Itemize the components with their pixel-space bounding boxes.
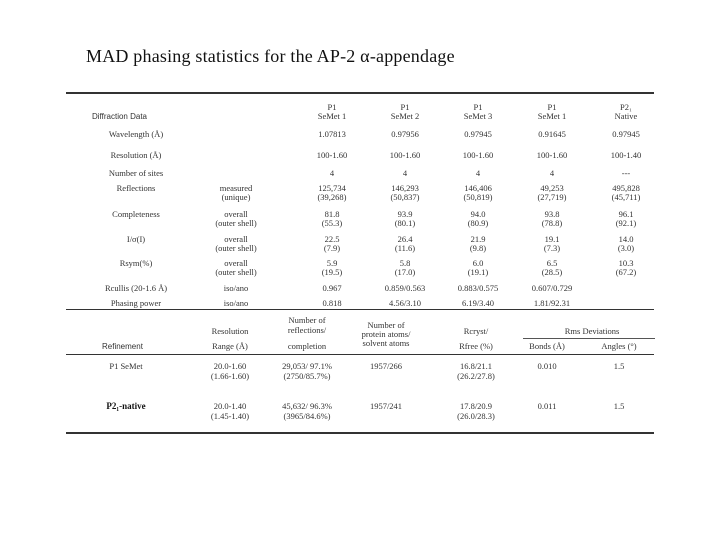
cell-value: 1.07813 — [318, 129, 346, 139]
cell-value: 0.818 — [322, 298, 342, 308]
row-label: I/σ(I) — [126, 234, 146, 244]
reflections-header-1: Number of — [288, 315, 326, 325]
resolution-value: 20.0-1.40 — [213, 401, 247, 411]
cell-value-outer: (55.3) — [321, 218, 343, 228]
bonds-value: 0.010 — [537, 361, 557, 371]
reflections-header-3: completion — [287, 341, 327, 351]
cell-value-outer: (50,837) — [390, 192, 420, 202]
cell-value: 100-1.60 — [316, 150, 348, 160]
cell-value: 5.9 — [326, 258, 338, 268]
row-label: Phasing power — [110, 298, 162, 308]
refinement-row-label: P1 SeMet — [109, 361, 143, 371]
row-sublabel: overall — [224, 234, 248, 244]
table-top-rule — [66, 92, 654, 94]
row-label: Number of sites — [108, 168, 164, 178]
resolution-range-header: Range (Å) — [212, 341, 248, 351]
reflections-header-2: reflections/ — [287, 325, 327, 335]
cell-value-outer: (67.2) — [615, 267, 637, 277]
cell-value: 26.4 — [397, 234, 413, 244]
cell-value-outer: (27,719) — [537, 192, 567, 202]
cell-value: 4 — [329, 168, 335, 178]
cell-value: 4 — [549, 168, 555, 178]
cell-value-outer: (19.1) — [467, 267, 489, 277]
row-sublabel: measured — [219, 183, 253, 193]
cell-value-outer: (9.8) — [469, 243, 487, 253]
cell-value-outer: (19.5) — [321, 267, 343, 277]
cell-value: --- — [621, 168, 631, 178]
cell-value-outer: (50,819) — [463, 192, 493, 202]
bonds-value: 0.011 — [537, 401, 557, 411]
column-header-1-line1: P1 — [327, 102, 337, 112]
table-bottom-rule — [66, 432, 654, 434]
angles-header: Angles (°) — [601, 341, 637, 351]
atoms-header-3: solvent atoms — [362, 338, 410, 348]
rms-deviations-header: Rms Deviations — [564, 326, 620, 336]
rcryst-header: Rcryst/ — [463, 326, 489, 336]
bonds-header: Bonds (Å) — [529, 341, 565, 351]
atoms-value: 1957/241 — [369, 401, 403, 411]
cell-value-outer: (7.9) — [323, 243, 341, 253]
rfree-header: Rfree (%) — [459, 341, 493, 351]
column-header-5-line2: Native — [614, 111, 638, 121]
row-sublabel-outer: (outer shell) — [215, 243, 257, 253]
row-sublabel-outer: (unique) — [221, 192, 251, 202]
r-outer-value: (26.0/28.3) — [457, 411, 495, 421]
cell-value: 93.9 — [397, 209, 413, 219]
atoms-header-1: Number of — [367, 320, 405, 330]
column-header-1-line2: SeMet 1 — [317, 111, 347, 121]
reflections-value: 29,053/ 97.1% — [282, 361, 332, 371]
cell-value-outer: (45,711) — [611, 192, 641, 202]
r-outer-value: (26.2/27.8) — [457, 371, 495, 381]
cell-value: 6.5 — [546, 258, 558, 268]
cell-value: 96.1 — [618, 209, 634, 219]
cell-value: 14.0 — [618, 234, 634, 244]
atoms-value: 1957/266 — [369, 361, 403, 371]
cell-value: 19.1 — [544, 234, 560, 244]
row-label: Resolution (Å) — [110, 150, 162, 160]
row-sublabel: overall — [224, 209, 248, 219]
refinement-row-label: P2₁-native — [106, 401, 146, 411]
diffraction-section-label: Diffraction Data — [92, 112, 147, 121]
cell-value: 6.19/3.40 — [461, 298, 495, 308]
atoms-header-2: protein atoms/ — [361, 329, 411, 339]
resolution-outer-value: (1.66-1.60) — [210, 371, 250, 381]
cell-value: 5.8 — [399, 258, 411, 268]
cell-value: 4 — [475, 168, 481, 178]
cell-value: 0.91645 — [538, 129, 566, 139]
cell-value: 495,828 — [612, 183, 640, 193]
cell-value: 146,293 — [391, 183, 419, 193]
cell-value: 0.97945 — [464, 129, 492, 139]
cell-value: 100-1.60 — [462, 150, 494, 160]
resolution-outer-value: (1.45-1.40) — [210, 411, 250, 421]
row-sublabel: overall — [224, 258, 248, 268]
cell-value-outer: (3.0) — [617, 243, 635, 253]
cell-value-outer: (39,268) — [317, 192, 347, 202]
cell-value: 6.0 — [472, 258, 484, 268]
reflections-outer-value: (3965/84.6%) — [283, 411, 331, 421]
row-label: Rsym(%) — [119, 258, 153, 268]
cell-value-outer: (92.1) — [615, 218, 637, 228]
angles-value: 1.5 — [613, 361, 625, 371]
cell-value: 0.967 — [322, 283, 342, 293]
cell-value-outer: (28.5) — [541, 267, 563, 277]
column-header-4-line1: P1 — [547, 102, 557, 112]
cell-value-outer: (80.1) — [394, 218, 416, 228]
cell-value: 4 — [402, 168, 408, 178]
cell-value: 0.97945 — [612, 129, 640, 139]
column-header-3-line2: SeMet 3 — [463, 111, 493, 121]
cell-value: 49,253 — [540, 183, 564, 193]
cell-value: 1.81/92.31 — [533, 298, 571, 308]
row-label: Wavelength (Å) — [108, 129, 164, 139]
column-header-4-line2: SeMet 1 — [537, 111, 567, 121]
cell-value: 100-1.60 — [389, 150, 421, 160]
reflections-outer-value: (2750/85.7%) — [283, 371, 331, 381]
rms-header-underline — [523, 338, 655, 339]
cell-value-outer: (11.6) — [394, 243, 416, 253]
cell-value: 0.97956 — [391, 129, 419, 139]
cell-value: 0.859/0.563 — [384, 283, 426, 293]
cell-value: 0.607/0.729 — [531, 283, 573, 293]
cell-value: 81.8 — [324, 209, 340, 219]
cell-value: 0.883/0.575 — [457, 283, 499, 293]
cell-value: 146,406 — [464, 183, 492, 193]
resolution-header: Resolution — [211, 326, 249, 336]
cell-value: 93.8 — [544, 209, 560, 219]
cell-value: 100-1.60 — [536, 150, 568, 160]
row-sublabel: iso/ano — [223, 283, 249, 293]
section-divider-rule — [66, 309, 654, 310]
cell-value: 21.9 — [470, 234, 486, 244]
row-sublabel: iso/ano — [223, 298, 249, 308]
cell-value: 125,734 — [318, 183, 346, 193]
row-sublabel-outer: (outer shell) — [215, 218, 257, 228]
row-sublabel-outer: (outer shell) — [215, 267, 257, 277]
cell-value-outer: (80.9) — [467, 218, 489, 228]
cell-value: 100-1.40 — [610, 150, 642, 160]
column-header-3-line1: P1 — [473, 102, 483, 112]
cell-value: 22.5 — [324, 234, 340, 244]
column-header-2-line2: SeMet 2 — [390, 111, 420, 121]
refinement-header-rule — [66, 354, 654, 355]
refinement-section-label: Refinement — [102, 342, 143, 351]
cell-value: 94.0 — [470, 209, 486, 219]
cell-value-outer: (17.0) — [394, 267, 416, 277]
reflections-value: 45,632/ 96.3% — [282, 401, 332, 411]
cell-value-outer: (78.8) — [541, 218, 563, 228]
cell-value-outer: (7.3) — [543, 243, 561, 253]
cell-value: 4.56/3.10 — [388, 298, 422, 308]
resolution-value: 20.0-1.60 — [213, 361, 247, 371]
row-label: Reflections — [116, 183, 156, 193]
column-header-5-line1: P2₁ — [620, 102, 632, 112]
cell-value: 10.3 — [618, 258, 634, 268]
row-label: Completeness — [112, 209, 160, 219]
column-header-2-line1: P1 — [400, 102, 410, 112]
angles-value: 1.5 — [613, 401, 625, 411]
row-label: Rcullis (20-1.6 Å) — [104, 283, 168, 293]
r-value: 16.8/21.1 — [459, 361, 493, 371]
r-value: 17.8/20.9 — [459, 401, 493, 411]
page-title: MAD phasing statistics for the AP-2 α-appendage — [86, 46, 455, 66]
